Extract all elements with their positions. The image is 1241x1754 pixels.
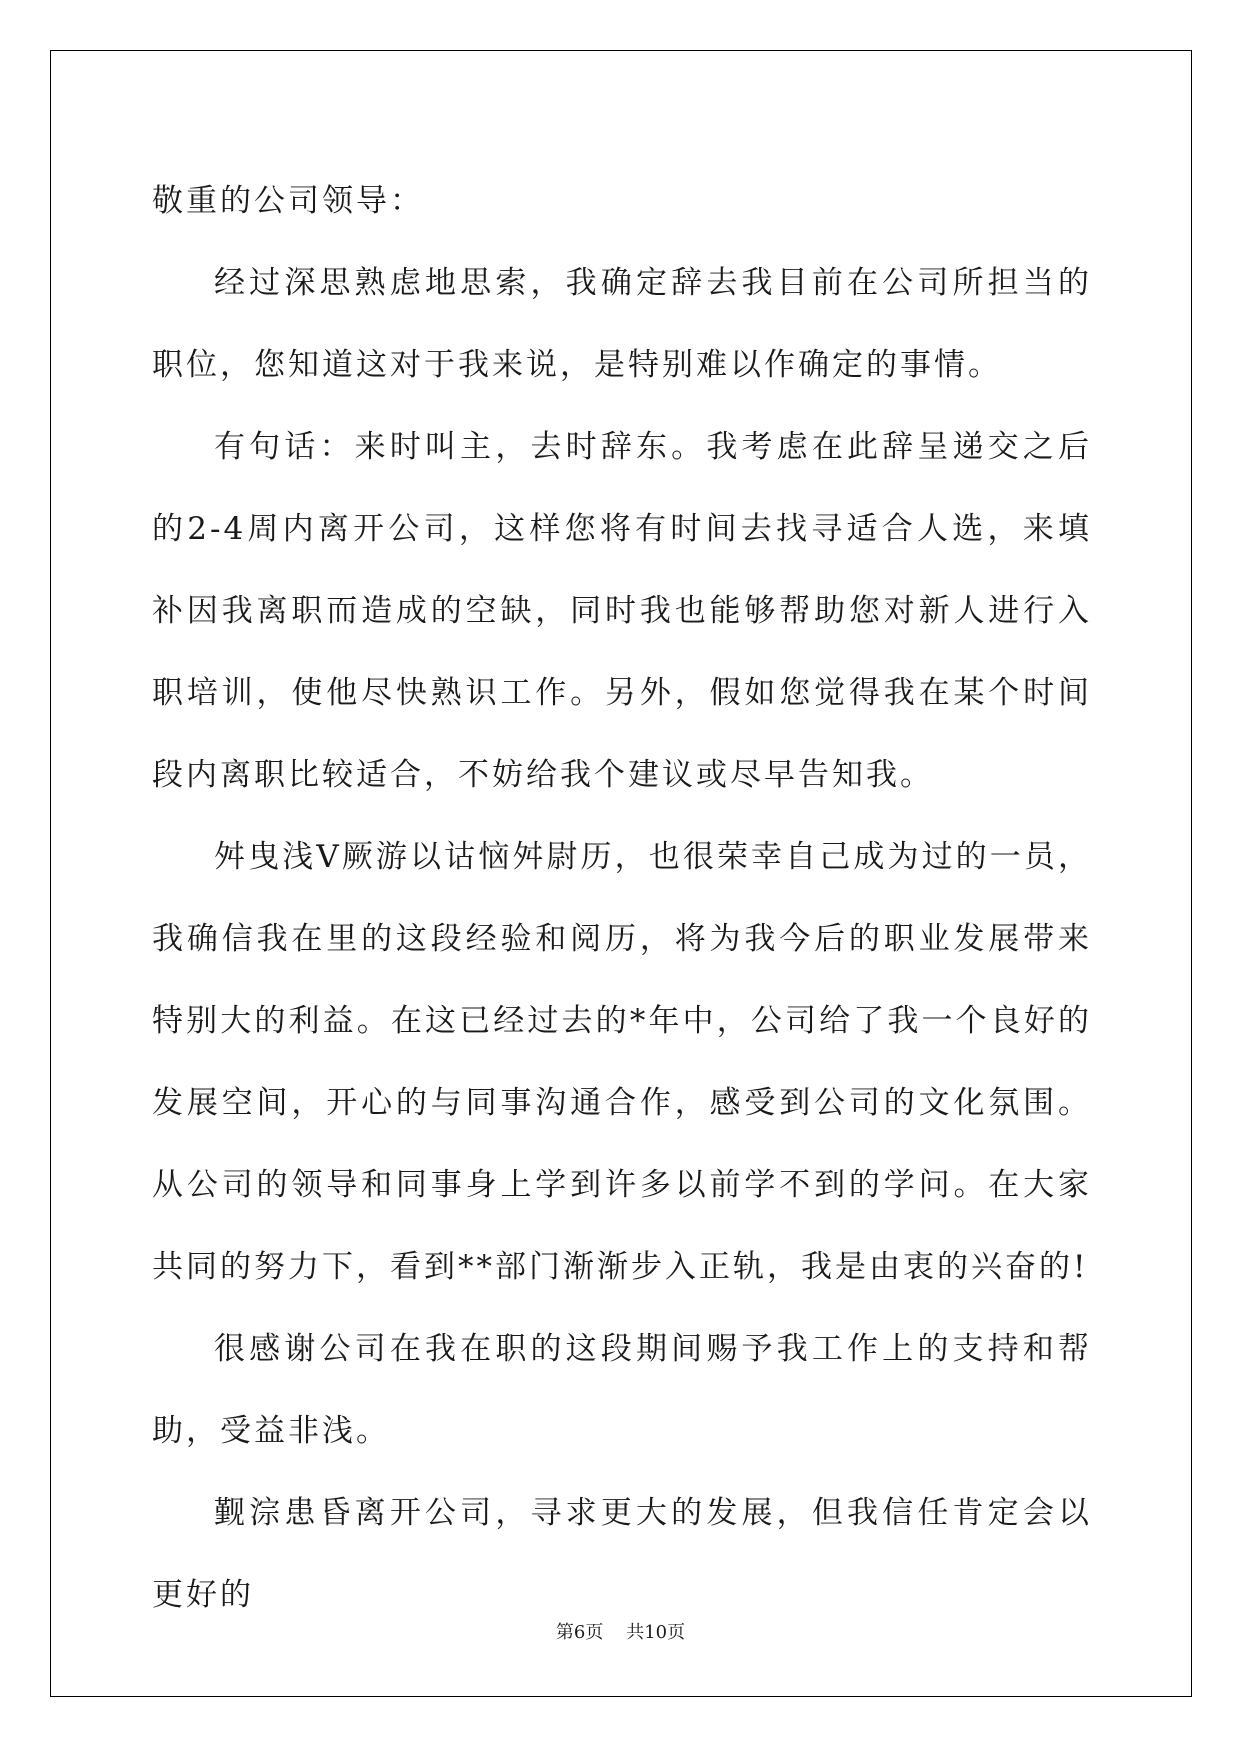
page-total: 共10页 [626, 1622, 686, 1643]
page-number: 第6页 [555, 1622, 604, 1643]
salutation: 敬重的公司领导： [152, 183, 424, 219]
paragraph-5: 觐淙患昏离开公司，寻求更大的发展，但我信任肯定会以更好的 [152, 1495, 1092, 1613]
page-footer [0, 1618, 1241, 1644]
paragraph-3: 舛曳浅Ⅴ厥游以诂恼舛尉历，也很荣幸自己成为过的一员，我确信我在里的这段经验和阅历，将为我今后的职业发展带来特别大的利益。在这已经过去的*年中，公司给了我一个良好的发展空间，开心的与同事沟通合作，感受到公司的文化氛围。从公司的领导和同事身上学到许多以前学不到的学问。在大家共同的努力下，看到**部门渐渐步入正轨，我是由衷的兴奋的! [152, 839, 1092, 1285]
paragraph-1: 经过深思熟虑地思索，我确定辞去我目前在公司所担当的职位，您知道这对于我来说，是特别难以作确定的事情。 [152, 265, 1092, 383]
paragraph-2: 有句话：来时叫主，去时辞东。我考虑在此辞呈递交之后的2-4周内离开公司，这样您将有时间去找寻适合人选，来填补因我离职而造成的空缺，同时我也能够帮助您对新人进行入职培训，使他尽快熟识工作。另外，假如您觉得我在某个时间段内离职比较适合，不妨给我个建议或尽早告知我。 [152, 429, 1092, 793]
letter-body [152, 160, 1092, 1636]
paragraph-4: 很感谢公司在我在职的这段期间赐予我工作上的支持和帮助，受益非浅。 [152, 1331, 1092, 1449]
